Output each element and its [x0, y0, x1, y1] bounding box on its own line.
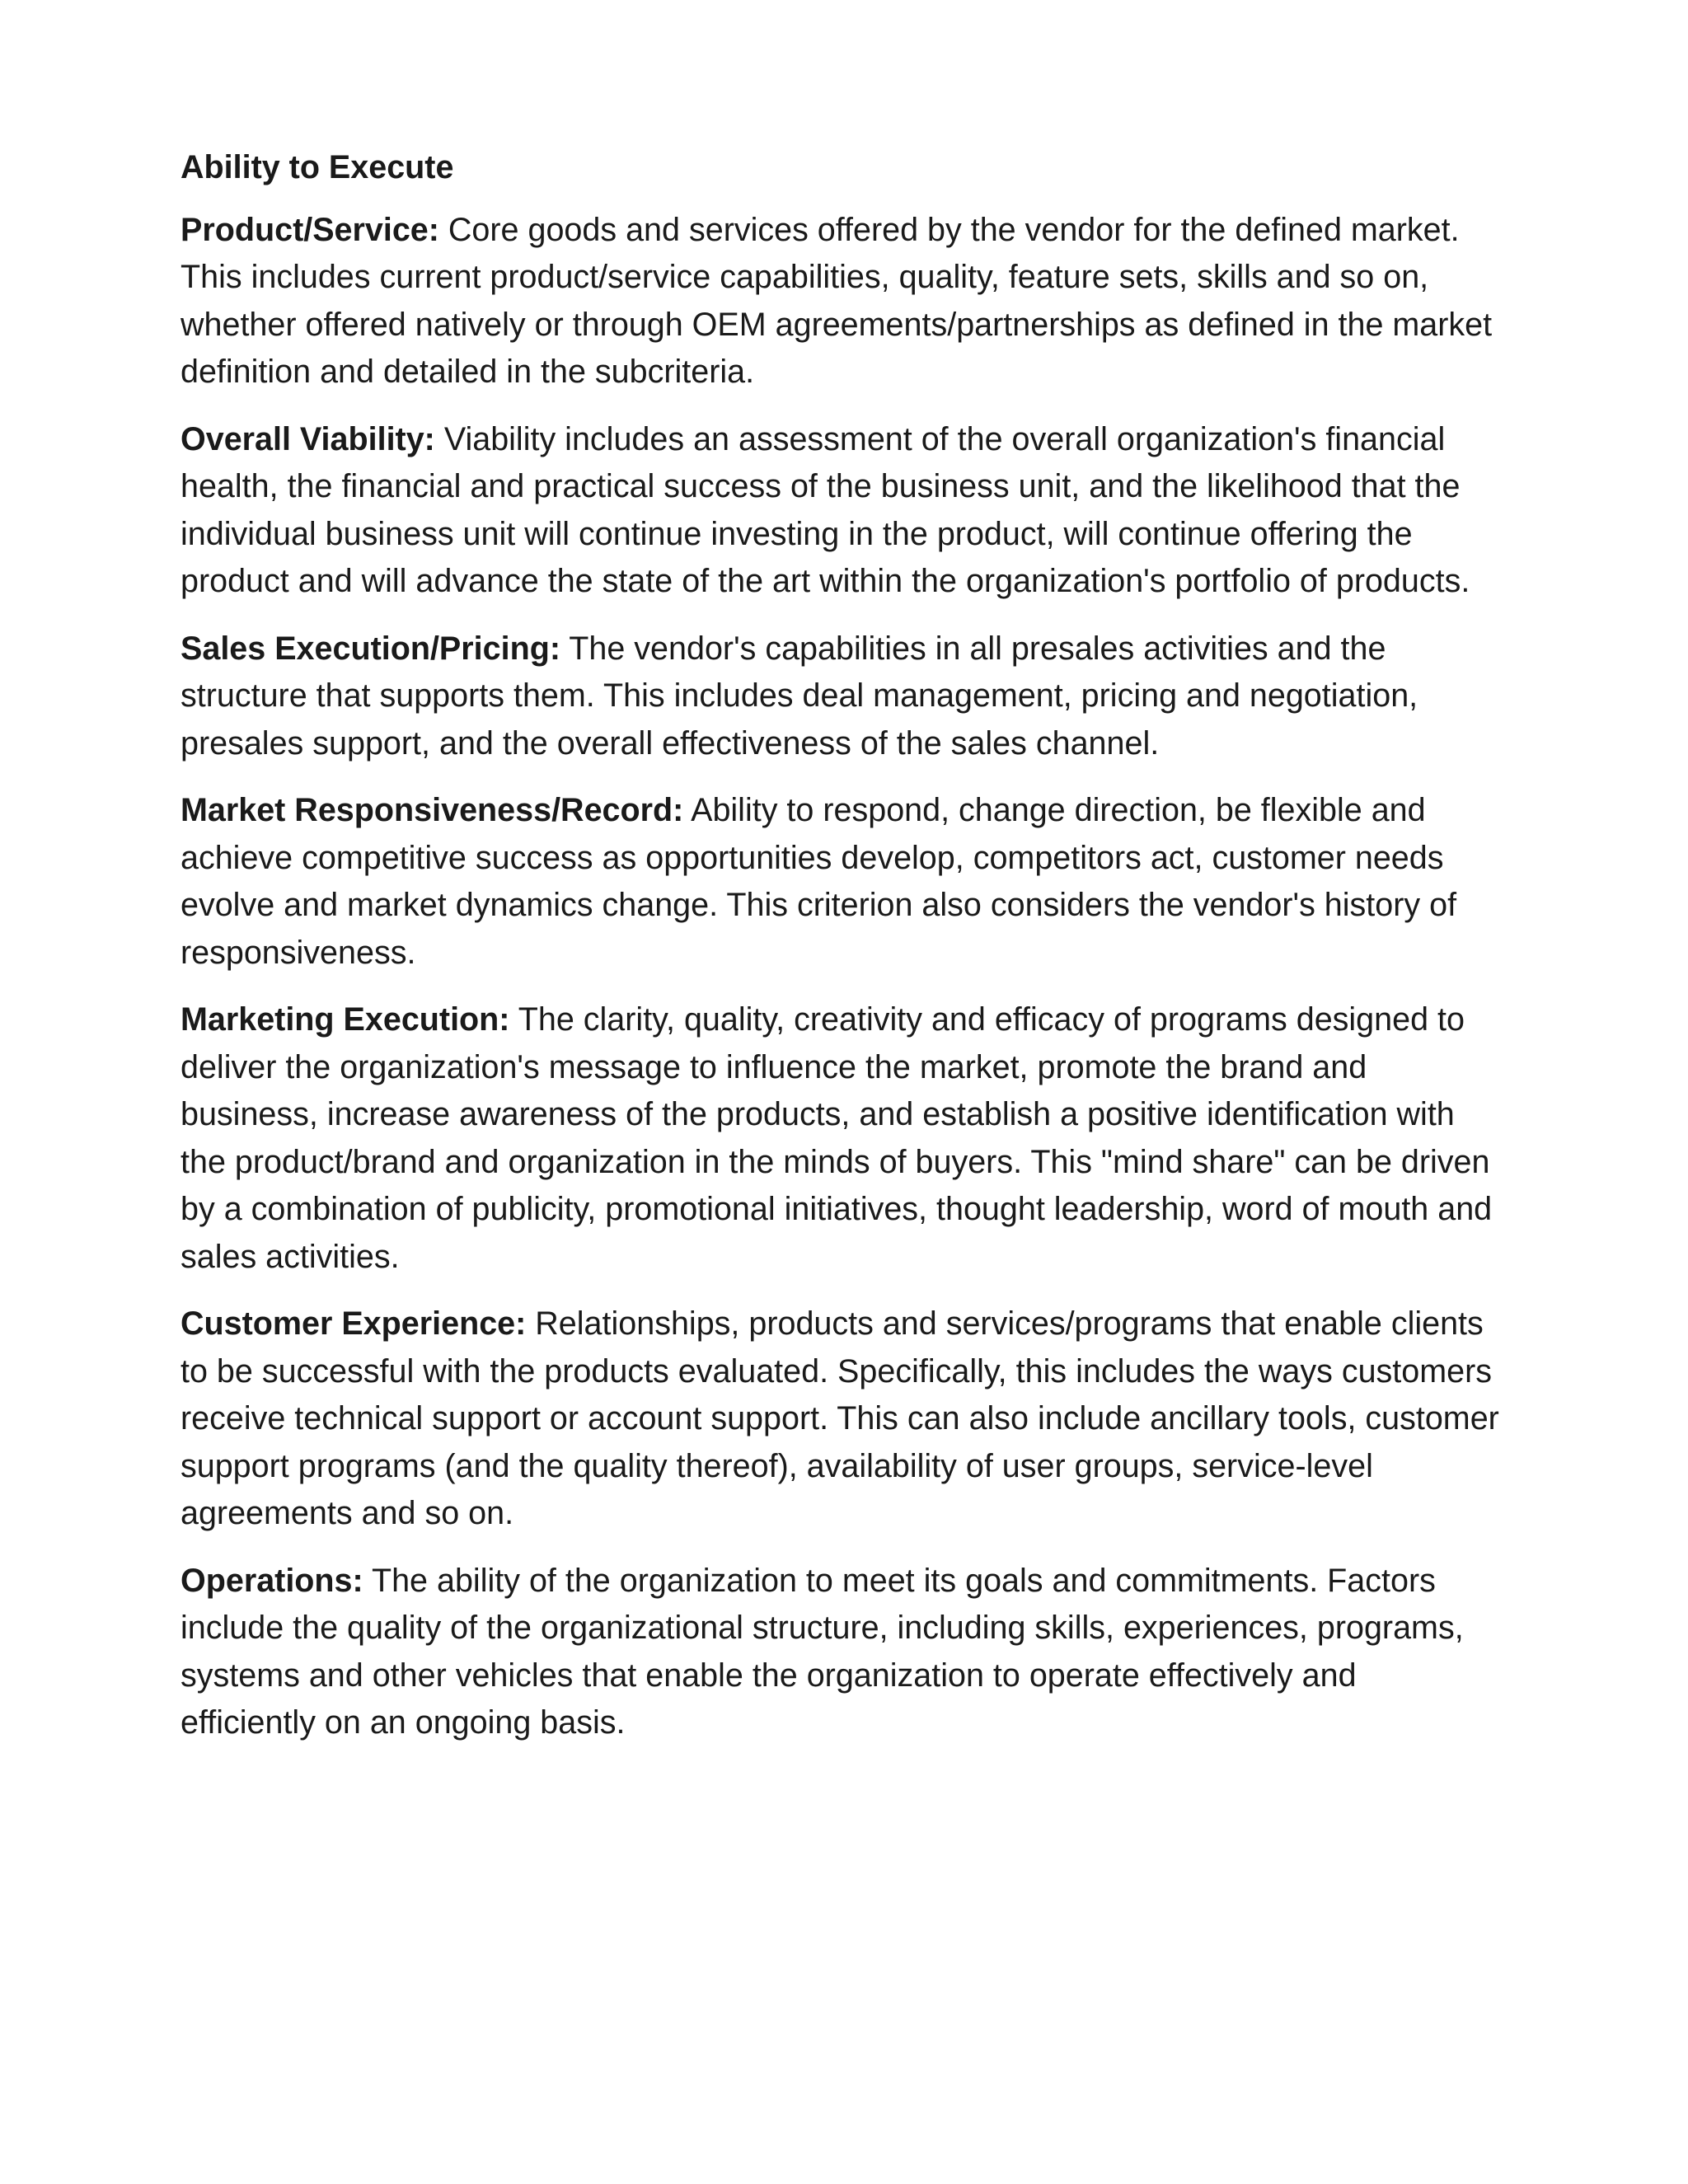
entry-sales-execution-pricing: [181, 626, 1499, 768]
entry-text: Ability to respond, change direction, be flexible and achieve competitive success as opportunities develop, competitors act, customer needs evolve and market dynamics change. This criterion also considers the vendor's history of responsiveness.: [181, 792, 1457, 971]
entry-text: The clarity, quality, creativity and efficacy of programs designed to deliver the organization's message to influence the market, promote the brand and business, increase awareness of the products, and establish a positive identification with the product/brand and organization in the minds of buyers. This "mind share" can be driven by a combination of publicity, promotional initiatives, thought leadership, word of mouth and sales activities.: [181, 1001, 1493, 1275]
entry-term: Market Responsiveness/Record:: [181, 792, 684, 828]
entry-text: Core goods and services offered by the vendor for the defined market. This includes current product/service capabilities, quality, feature sets, skills and so on, whether offered natively or through OEM agreements/partnerships as defined in the market definition and detailed in the subcriteria.: [181, 211, 1493, 390]
entry-marketing-execution: [181, 996, 1499, 1281]
entry-text: The vendor's capabilities in all presales activities and the structure that supports them. This includes deal management, pricing and negotiation, presales support, and the overall effectiveness of the sales channel.: [181, 630, 1418, 762]
entry-text: The ability of the organization to meet its goals and commitments. Factors include the quality of the organizational structure, including skills, experiences, programs, systems and other vehicles that enable the organization to operate effectively and efficiently on an ongoing basis.: [181, 1562, 1464, 1741]
entry-overall-viability: [181, 416, 1499, 606]
entry-text: Viability includes an assessment of the overall organization's financial health, the financial and practical success of the business unit, and the likelihood that the individual business unit will continue investing in the product, will continue offering the product and will advance the state of the art within the organization's portfolio of products.: [181, 420, 1470, 599]
entry-term: Marketing Execution:: [181, 1001, 510, 1038]
document-page: [181, 144, 1499, 1767]
entry-term: Customer Experience:: [181, 1305, 527, 1342]
section-heading: Ability to Execute: [181, 149, 454, 185]
entry-term: Operations:: [181, 1562, 363, 1599]
entry-term: Sales Execution/Pricing:: [181, 630, 560, 667]
entry-operations: [181, 1558, 1499, 1747]
entry-term: Overall Viability:: [181, 420, 435, 457]
entry-product-service: [181, 207, 1499, 396]
entry-term: Product/Service:: [181, 211, 439, 248]
entry-text: Relationships, products and services/programs that enable clients to be successful with the products evaluated. Specifically, this includes the ways customers receive technical support or account support. This can also include ancillary tools, customer support programs (and the quality thereof), availability of user groups, service-level agreements and so on.: [181, 1305, 1499, 1531]
entry-market-responsiveness-record: [181, 787, 1499, 977]
entry-customer-experience: [181, 1301, 1499, 1538]
